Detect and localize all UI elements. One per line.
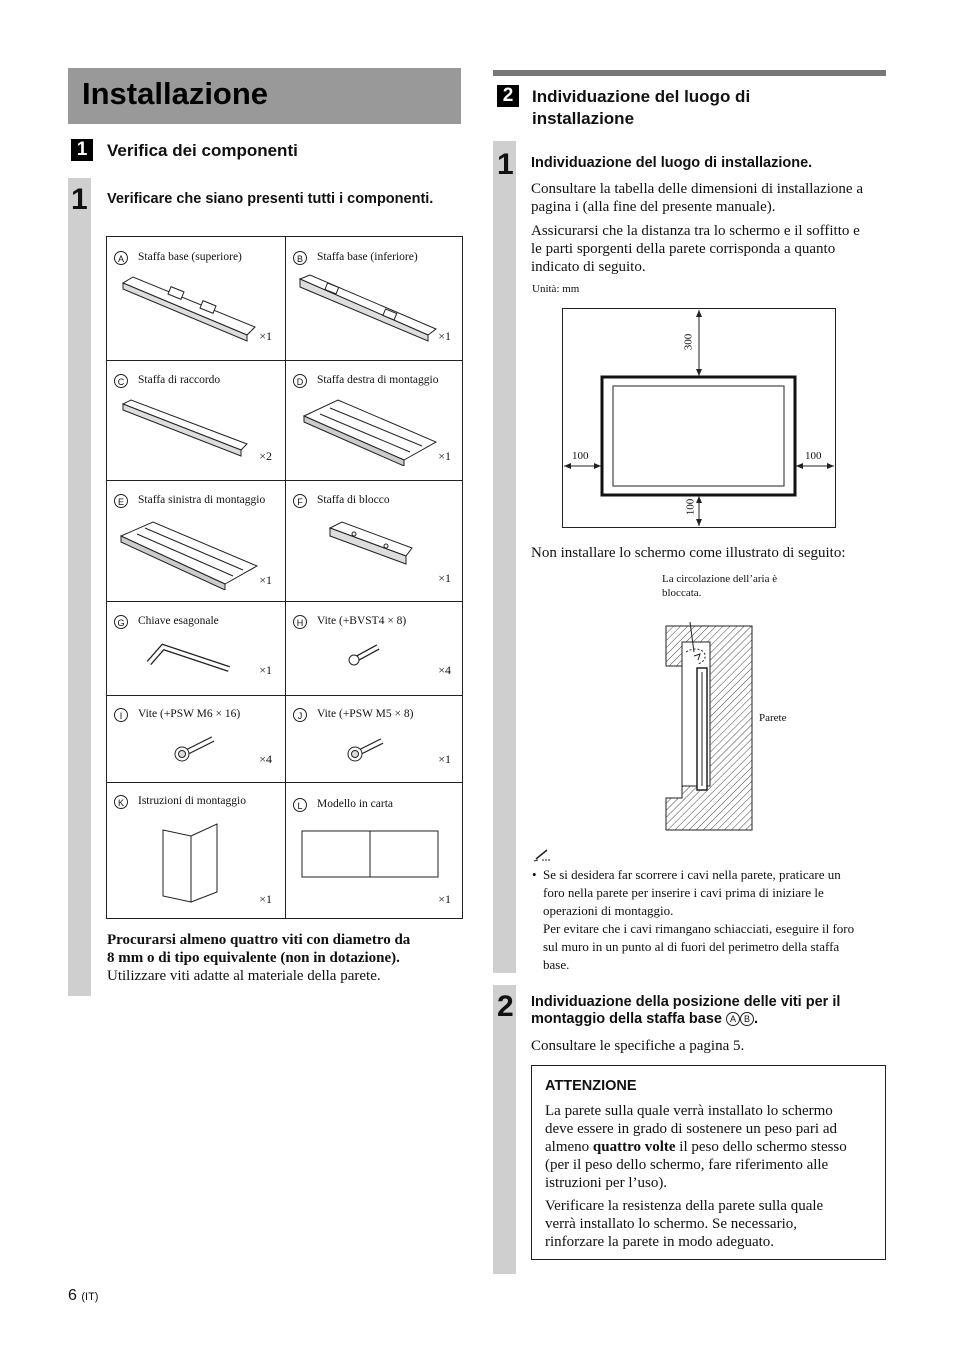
unit-label: Unità: mm	[532, 283, 580, 295]
dimension-bottom: 100	[684, 498, 697, 516]
component-cell	[286, 695, 464, 782]
wall-label: Parete	[759, 712, 787, 724]
clearance-diagram	[562, 308, 836, 528]
component-cell	[286, 480, 464, 601]
component-cell	[107, 695, 285, 782]
text-line: le parti sporgenti della parete corrisponda a quanto	[531, 241, 836, 257]
airflow-label	[662, 572, 777, 600]
text-line: istruzioni per l’uso).	[545, 1175, 668, 1191]
component-label: Vite (+PSW M5 × 8)	[317, 708, 414, 720]
booklet-icon	[159, 822, 223, 906]
component-letter: I	[114, 708, 128, 722]
right-mounting-bracket-icon	[300, 396, 440, 466]
page-title-bar	[68, 68, 461, 124]
section-heading: Verifica dei componenti	[107, 141, 298, 160]
component-letter: L	[293, 798, 307, 812]
component-letter: C	[114, 374, 128, 388]
note-text	[543, 866, 854, 974]
component-letter: H	[293, 615, 307, 629]
section-number-box: 1	[71, 139, 93, 161]
step-number: 1	[71, 183, 88, 216]
letter-b-badge: B	[740, 1012, 754, 1026]
component-cell	[286, 360, 464, 480]
text-line: bloccata.	[662, 587, 702, 599]
component-label: Chiave esagonale	[138, 615, 219, 627]
text-line: sul muro in un punto al di fuori del perimetro della staffa	[543, 939, 840, 954]
paragraph	[531, 222, 860, 276]
text-line: foro nella parete per inserire i cavi prima di iniziare le	[543, 885, 824, 900]
note-line: Procurarsi almeno quattro viti con diametro da	[107, 932, 411, 948]
text-line: Se si desidera far scorrere i cavi nella parete, praticare un	[543, 867, 841, 882]
component-qty: ×1	[259, 573, 272, 587]
base-bracket-upper-icon	[119, 271, 259, 346]
text-line: Assicurarsi che la distanza tra lo schermo e il soffitto e	[531, 223, 860, 239]
joint-bracket-icon	[119, 396, 249, 466]
page-number	[68, 1287, 98, 1305]
text-line: indicato di seguito.	[531, 259, 646, 275]
dimension-top: 300	[682, 333, 695, 351]
text-line: Consultare la tabella delle dimensioni di installazione a	[531, 181, 863, 197]
heading-line: installazione	[532, 109, 635, 128]
text-span: il peso dello schermo stesso	[675, 1139, 847, 1155]
wall-recess-diagram	[664, 600, 754, 832]
screw-icon	[346, 735, 386, 763]
text-line: base.	[543, 957, 570, 972]
component-cell	[286, 601, 464, 695]
component-label: Modello in carta	[317, 798, 394, 810]
paper-template-icon	[301, 830, 441, 880]
step-bar	[493, 141, 516, 973]
title-text: montaggio della staffa base	[531, 1011, 722, 1027]
component-qty: ×1	[438, 329, 451, 343]
heading-line: Individuazione del luogo di	[532, 87, 751, 106]
component-qty: ×1	[438, 752, 451, 766]
step-number: 1	[497, 148, 514, 181]
step-instruction: Verificare che siano presenti tutti i componenti.	[107, 191, 434, 207]
text-line: montaggio della staffa base A B .	[531, 1011, 759, 1027]
screw-requirement-note	[107, 931, 447, 967]
component-cell	[107, 782, 285, 918]
step-title: Individuazione del luogo di installazione.	[531, 155, 813, 171]
component-label: Staffa di blocco	[317, 494, 390, 506]
section-top-rule	[493, 70, 886, 76]
section-heading	[532, 86, 750, 130]
component-letter: E	[114, 494, 128, 508]
component-cell	[107, 480, 285, 601]
note-pencil-icon	[533, 848, 551, 862]
component-letter: D	[293, 374, 307, 388]
note-text: Utilizzare viti adatte al materiale della parete.	[107, 968, 381, 984]
note-line: 8 mm o di tipo equivalente (non in dotazione).	[107, 950, 400, 966]
component-label: Vite (+PSW M6 × 16)	[138, 708, 241, 720]
component-letter: J	[293, 708, 307, 722]
component-letter: G	[114, 615, 128, 629]
component-qty: ×1	[259, 663, 272, 677]
component-letter: K	[114, 795, 128, 809]
component-label: Staffa destra di montaggio	[317, 374, 439, 386]
component-label: Staffa sinistra di montaggio	[138, 494, 266, 506]
text-line: pagina i (alla fine del presente manuale).	[531, 199, 776, 215]
text-line: La circolazione dell’aria è	[662, 573, 778, 585]
component-qty: ×4	[438, 663, 451, 677]
text-span: almeno	[545, 1139, 593, 1155]
component-qty: ×1	[438, 892, 451, 906]
component-label: Staffa di raccordo	[138, 374, 221, 386]
component-cell	[107, 360, 285, 480]
text-line: Verificare la resistenza della parete sulla quale	[545, 1198, 824, 1214]
text-line	[545, 1138, 875, 1156]
component-label: Istruzioni di montaggio	[138, 795, 246, 807]
step-text: Consultare le specifiche a pagina 5.	[531, 1038, 745, 1054]
dimension-right: 100	[805, 450, 822, 462]
text-line: La parete sulla quale verrà installato lo schermo	[545, 1103, 833, 1119]
component-cell	[286, 237, 464, 360]
hex-key-icon	[143, 639, 233, 675]
component-qty: ×4	[259, 752, 272, 766]
component-qty: ×1	[259, 329, 272, 343]
caution-heading: ATTENZIONE	[545, 1078, 637, 1094]
component-qty: ×1	[438, 449, 451, 463]
text-line: (per il peso dello schermo, fare riferimento alle	[545, 1157, 829, 1173]
text-line: Per evitare che i cavi rimangano schiacciati, eseguire il foro	[543, 921, 855, 936]
caution-paragraph	[545, 1102, 875, 1192]
language-code: (IT)	[81, 1291, 99, 1303]
component-label: Staffa base (superiore)	[138, 251, 242, 263]
page-number-value: 6	[68, 1287, 77, 1304]
component-qty: ×1	[438, 571, 451, 585]
component-label: Vite (+BVST4 × 8)	[317, 615, 407, 627]
left-mounting-bracket-icon	[117, 518, 262, 590]
step-number: 2	[497, 990, 514, 1023]
text-line: deve essere in grado di sostenere un peso pari ad	[545, 1121, 837, 1137]
step-title	[531, 994, 840, 1028]
text-line: Individuazione della posizione delle viti per il	[531, 994, 841, 1010]
letter-a-badge: A	[726, 1012, 740, 1026]
component-letter: A	[114, 251, 128, 265]
caution-box	[531, 1065, 886, 1260]
component-letter: B	[293, 251, 307, 265]
component-cell	[107, 601, 285, 695]
component-letter: F	[293, 494, 307, 508]
screw-icon	[346, 641, 382, 667]
step-bar	[68, 178, 91, 996]
section-number-box: 2	[497, 85, 519, 107]
paragraph	[531, 180, 863, 216]
component-cell	[107, 237, 285, 360]
bullet: •	[532, 867, 537, 882]
component-qty: ×1	[259, 892, 272, 906]
bold-span: quattro volte	[592, 1139, 676, 1155]
step-bar	[493, 985, 516, 1274]
warning-text: Non installare lo schermo come illustrato di seguito:	[531, 545, 846, 561]
text-line: verrà installato lo schermo. Se necessario,	[545, 1216, 797, 1232]
page-title: Installazione	[82, 76, 269, 111]
text-line: operazioni di montaggio.	[543, 903, 674, 918]
base-bracket-lower-icon	[296, 271, 441, 346]
component-cell	[286, 782, 464, 918]
caution-paragraph	[545, 1197, 875, 1251]
clearance-diagram-drawing	[562, 308, 836, 528]
screw-icon	[173, 735, 217, 763]
components-table	[106, 236, 463, 919]
component-qty: ×2	[259, 449, 272, 463]
dimension-left: 100	[572, 450, 589, 462]
text-line: rinforzare la parete in modo adeguato.	[545, 1234, 775, 1250]
component-label: Staffa base (inferiore)	[317, 251, 418, 263]
lock-bracket-icon	[326, 520, 416, 566]
